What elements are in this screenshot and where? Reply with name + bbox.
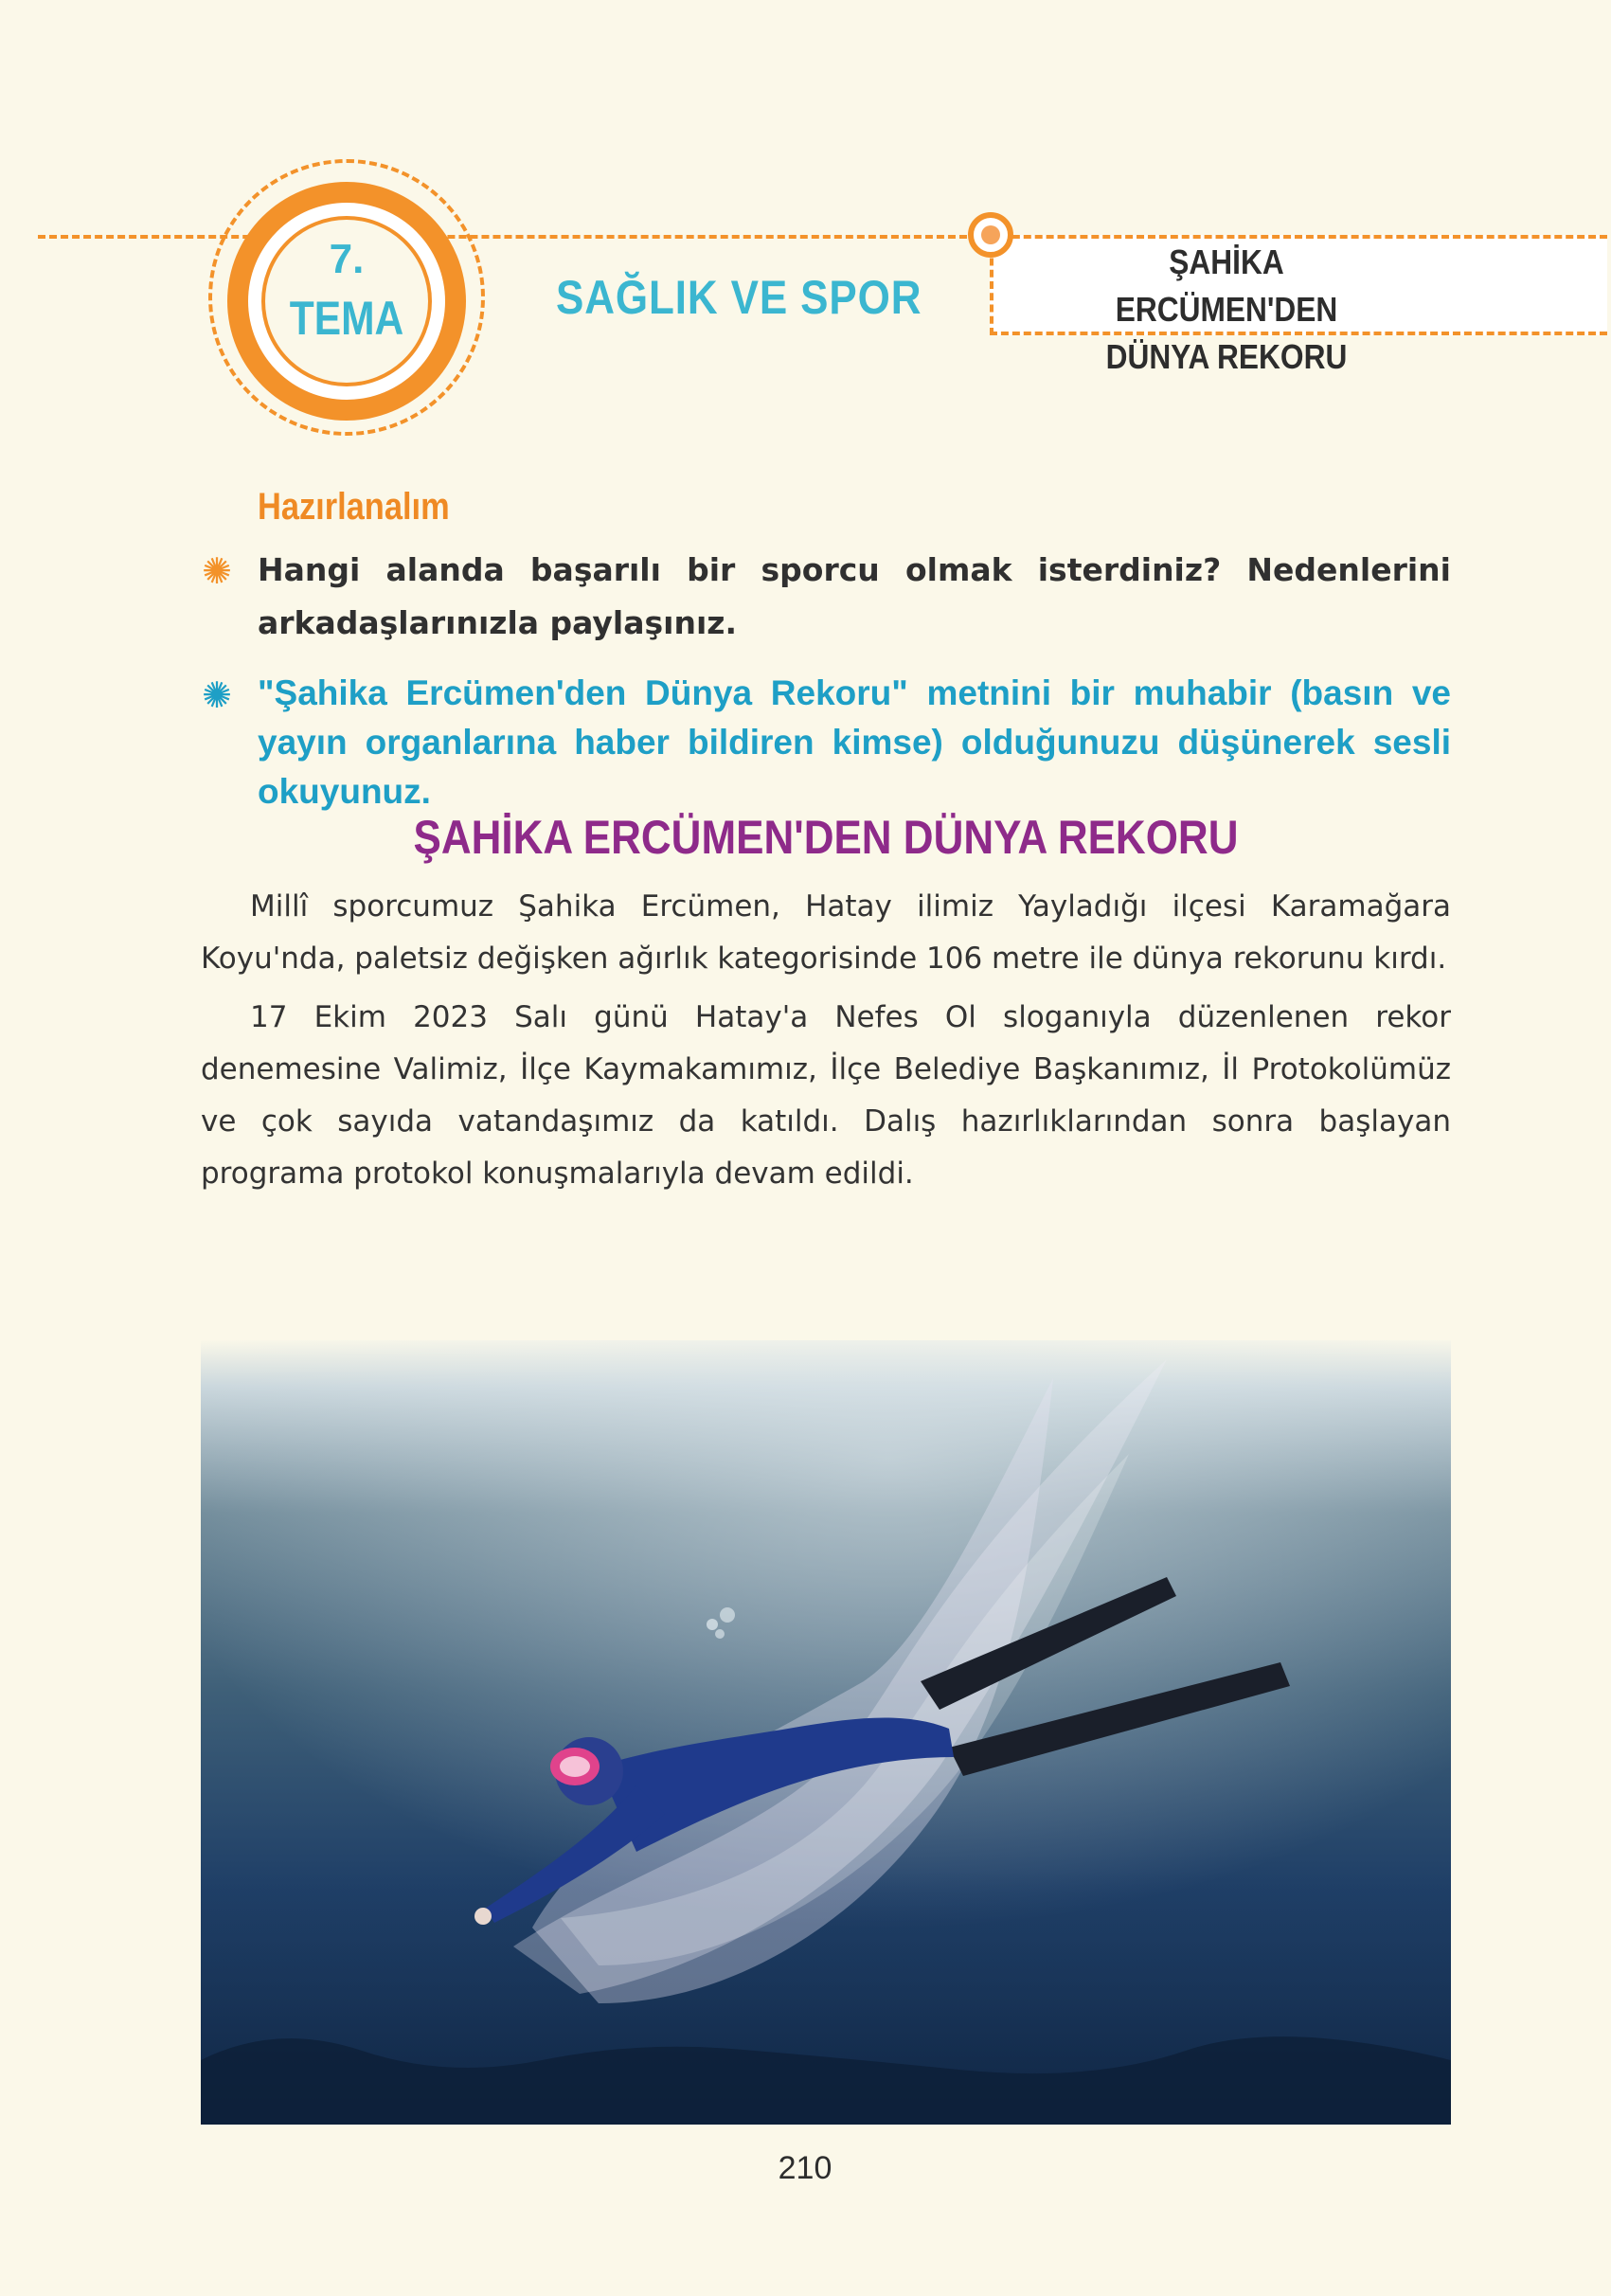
article-title: ŞAHİKA ERCÜMEN'DEN DÜNYA REKORU [413, 811, 1239, 864]
topic-tab-line1: ŞAHİKA ERCÜMEN'DEN [1115, 242, 1338, 329]
underwater-diver-photo [201, 1340, 1451, 2125]
theme-label: TEMA [289, 292, 404, 345]
tab-target-icon [968, 212, 1013, 258]
diver-illustration [201, 1340, 1451, 2125]
article-paragraph-1: Millî sporcumuz Şahika Ercümen, Hatay ilimiz Yayladığı ilçesi Karamağara Koyu'nda, paletsiz değişken ağırlık kategorisinde 106 metre ile dünya rekorunu kırdı. [201, 889, 1451, 976]
page-number: 210 [778, 2150, 832, 2186]
topic-tab-title [1060, 239, 1393, 381]
prep-heading: Hazırlanalım [258, 486, 450, 528]
orange-sun-icon: ✺ [202, 550, 232, 592]
topic-tab-line2: DÜNYA REKORU [1105, 337, 1348, 376]
prep-question-2: "Şahika Ercümen'den Dünya Rekoru" metnini bir muhabir (basın ve yayın organlarına haber bildiren kimse) olduğunuzu düşünerek sesli okuyunuz. [258, 673, 1451, 811]
blue-sun-icon: ✺ [202, 674, 232, 716]
theme-number: 7. [329, 236, 365, 282]
article-paragraph-2: 17 Ekim 2023 Salı günü Hatay'a Nefes Ol sloganıyla düzenlenen rekor denemesine Valimiz, İlçe Kaymakamımız, İlçe Belediye Başkanımız, İl Protokolümüz ve çok sayıda vatandaşımız da katıldı. Dalış hazırlıklarından sonra başlayan programa protokol konuşmalarıyla devam edildi. [201, 1000, 1451, 1191]
prep-question-1: Hangi alanda başarılı bir sporcu olmak isterdiniz? Nedenlerini arkadaşlarınızla paylaşınız. [258, 551, 1451, 641]
header-dashed-line [38, 235, 990, 239]
section-title: SAĞLIK VE SPOR [556, 271, 922, 324]
